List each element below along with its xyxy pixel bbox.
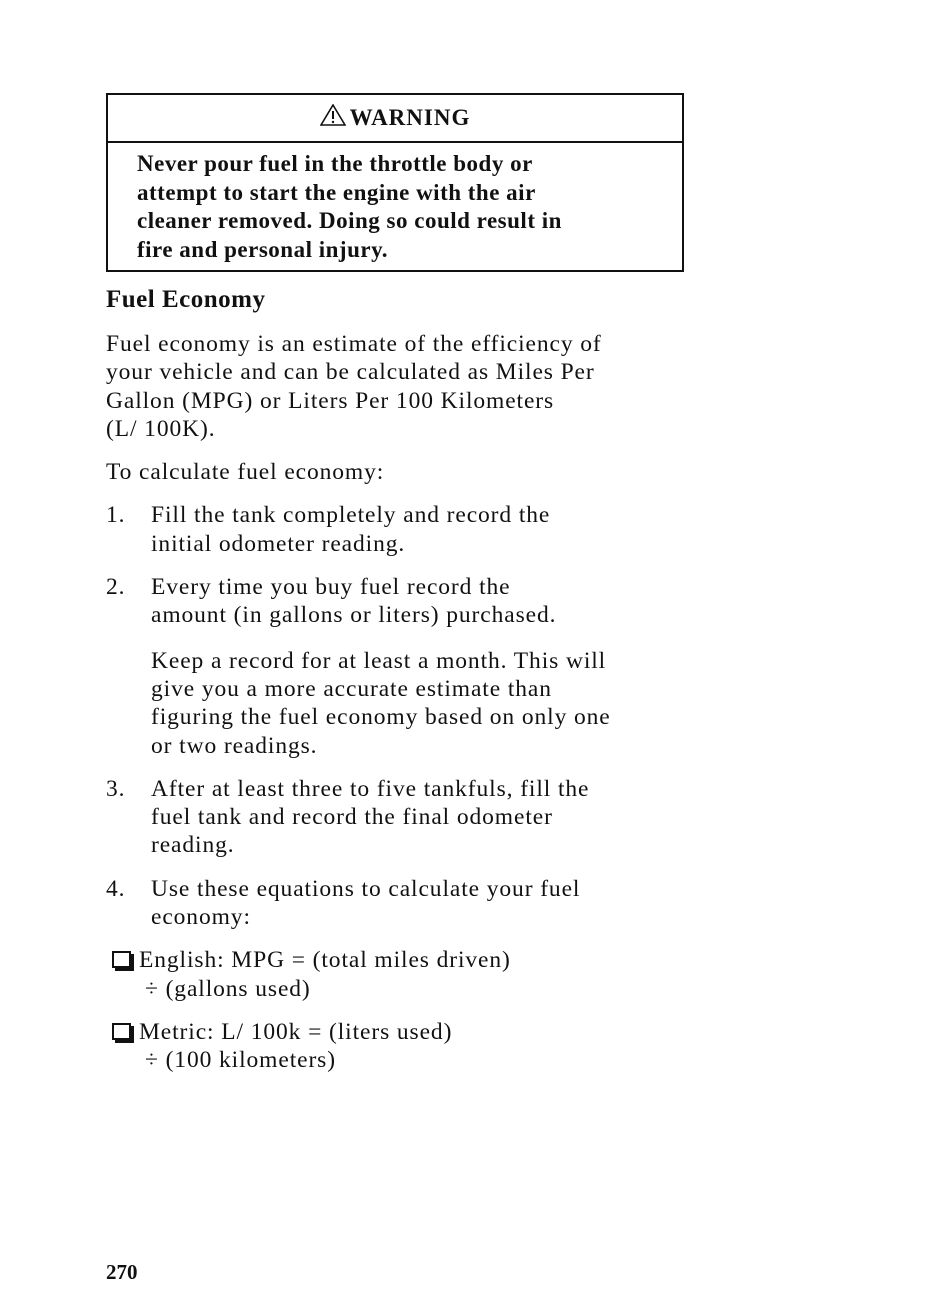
warning-line: fire and personal injury. [137, 236, 389, 262]
text-line: fuel tank and record the final odometer [151, 804, 553, 831]
warning-header [108, 95, 682, 143]
page-number: 270 [106, 1260, 138, 1284]
text-line: Fuel economy is an estimate of the efficiency of [106, 331, 602, 357]
equation-line: Metric: L/ 100k = (liters used) [139, 1018, 453, 1045]
checkbox-bullet-icon [110, 1018, 139, 1046]
warning-box [106, 93, 684, 272]
equation-metric [110, 1018, 706, 1075]
section-heading: Fuel Economy [106, 286, 266, 313]
warning-line: Never pour fuel in the throttle body or [137, 151, 533, 176]
text-line: figuring the fuel economy based on only one [151, 704, 611, 731]
step-number: 1. [106, 502, 126, 529]
text-line: your vehicle and can be calculated as Miles Per [106, 359, 595, 386]
checkbox-bullet-icon [110, 946, 139, 974]
step-4 [106, 875, 706, 932]
warning-text [108, 143, 682, 270]
text-line: give you a more accurate estimate than [151, 675, 552, 702]
text-line: Gallon (MPG) or Liters Per 100 Kilometers [106, 387, 555, 414]
text-line: reading. [151, 832, 235, 859]
step-number: 3. [106, 775, 126, 802]
text-line: After at least three to five tankfuls, fill the [151, 775, 590, 802]
text-line: or two readings. [151, 732, 318, 759]
equation-line: ÷ (100 kilometers) [145, 1047, 336, 1074]
text-line: Fill the tank completely and record the [151, 502, 551, 529]
warning-line: attempt to start the engine with the air [137, 179, 536, 205]
step-3 [106, 775, 706, 860]
calc-intro: To calculate fuel economy: [106, 459, 385, 486]
step-1 [106, 501, 706, 558]
equation-english [110, 946, 706, 1003]
equation-line: English: MPG = (total miles driven) [139, 947, 511, 974]
warning-triangle-icon [320, 104, 346, 126]
text-line: Keep a record for at least a month. This will [151, 647, 607, 674]
warning-title: WARNING [349, 105, 471, 130]
text-line: Every time you buy fuel record the [151, 574, 511, 601]
manual-page [106, 93, 706, 1075]
equation-line: ÷ (gallons used) [145, 975, 311, 1002]
step-number: 4. [106, 875, 126, 902]
step-number: 2. [106, 574, 126, 601]
warning-line: cleaner removed. Doing so could result in [137, 208, 562, 233]
text-line: amount (in gallons or liters) purchased. [151, 602, 557, 629]
text-line: Use these equations to calculate your fuel [151, 875, 581, 902]
intro-paragraph [106, 330, 706, 443]
step-2 [106, 573, 706, 630]
step-2-note [151, 647, 706, 760]
text-line: initial odometer reading. [151, 530, 406, 557]
text-line: economy: [151, 904, 251, 931]
text-line: (L/ 100K). [106, 415, 216, 442]
